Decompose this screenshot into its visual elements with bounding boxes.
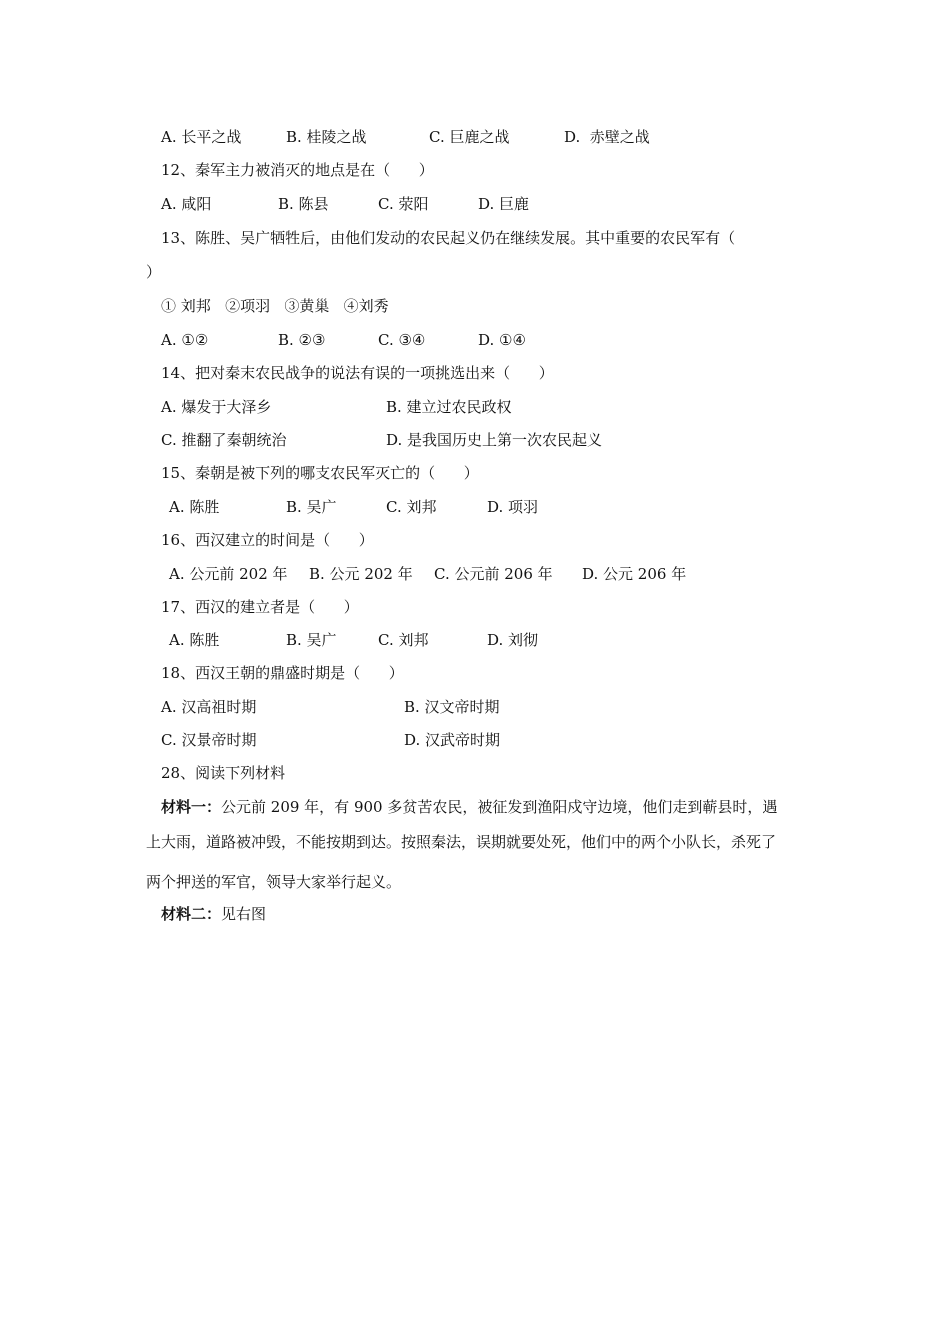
q16-stem: 16、西汉建立的时间是（ ） [161,531,374,549]
q13-stem-line2: ） [146,263,162,281]
q18-option-b: B. 汉文帝时期 [404,698,500,716]
q13-option-b: B. ②③ [278,331,326,349]
q15-option-c: C. 刘邦 [386,498,437,516]
q17-stem: 17、西汉的建立者是（ ） [161,598,359,616]
q16-option-b: B. 公元 202 年 [309,565,413,583]
q15-option-b: B. 吴广 [286,498,337,516]
q12-option-a: A. 咸阳 [161,195,212,213]
q14-option-b: B. 建立过农民政权 [386,398,512,416]
q28-stem: 28、阅读下列材料 [161,764,286,782]
q17-option-d: D. 刘彻 [487,631,539,649]
q14-stem: 14、把对秦末农民战争的说法有误的一项挑选出来（ ） [161,364,554,382]
material-1-label: 材料一： [161,798,222,816]
q14-option-c: C. 推翻了秦朝统治 [161,431,287,449]
q13-option-a: A. ①② [161,331,209,349]
q11-option-c: C. 巨鹿之战 [429,128,510,146]
q14-option-a: A. 爆发于大泽乡 [161,398,272,416]
q12-option-c: C. 荥阳 [378,195,429,213]
q18-option-a: A. 汉高祖时期 [161,698,257,716]
q18-stem: 18、西汉王朝的鼎盛时期是（ ） [161,664,404,682]
q18-option-d: D. 汉武帝时期 [404,731,501,749]
q12-option-d: D. 巨鹿 [478,195,530,213]
q16-option-a: A. 公元前 202 年 [169,565,288,583]
q12-stem: 12、秦军主力被消灭的地点是在（ ） [161,161,434,179]
material-2-text: 见右图 [221,905,267,923]
q15-option-a: A. 陈胜 [169,498,220,516]
q18-option-c: C. 汉景帝时期 [161,731,257,749]
q13-items: ① 刘邦 ②项羽 ③黄巢 ④刘秀 [161,297,389,315]
q11-option-b: B. 桂陵之战 [286,128,367,146]
q11-option-d: D. 赤壁之战 [564,128,650,146]
q13-option-d: D. ①④ [478,331,526,349]
q28-material-1-line1 [161,797,777,817]
q17-option-c: C. 刘邦 [378,631,429,649]
q13-option-c: C. ③④ [378,331,426,349]
q15-stem: 15、秦朝是被下列的哪支农民军灭亡的（ ） [161,464,479,482]
q13-stem-line1: 13、陈胜、吴广牺牲后，由他们发动的农民起义仍在继续发展。其中重要的农民军有（ [161,229,736,247]
q15-option-d: D. 项羽 [487,498,539,516]
q11-option-a: A. 长平之战 [161,128,242,146]
q16-option-c: C. 公元前 206 年 [434,565,553,583]
q28-material-1-line3: 两个押送的军官，领导大家举行起义。 [146,873,402,891]
q17-option-b: B. 吴广 [286,631,337,649]
q12-option-b: B. 陈县 [278,195,329,213]
material-1-text-line1: 公元前 209 年，有 900 多贫苦农民，被征发到渔阳戍守边境，他们走到蕲县时，遇 [221,798,778,816]
q17-option-a: A. 陈胜 [169,631,220,649]
q28-material-2 [161,904,266,924]
q16-option-d: D. 公元 206 年 [582,565,687,583]
q14-option-d: D. 是我国历史上第一次农民起义 [386,431,603,449]
q28-material-1-line2: 上大雨，道路被冲毁，不能按期到达。按照秦法，误期就要处死，他们中的两个小队长，杀死了 [146,833,777,851]
material-2-label: 材料二： [161,905,222,923]
